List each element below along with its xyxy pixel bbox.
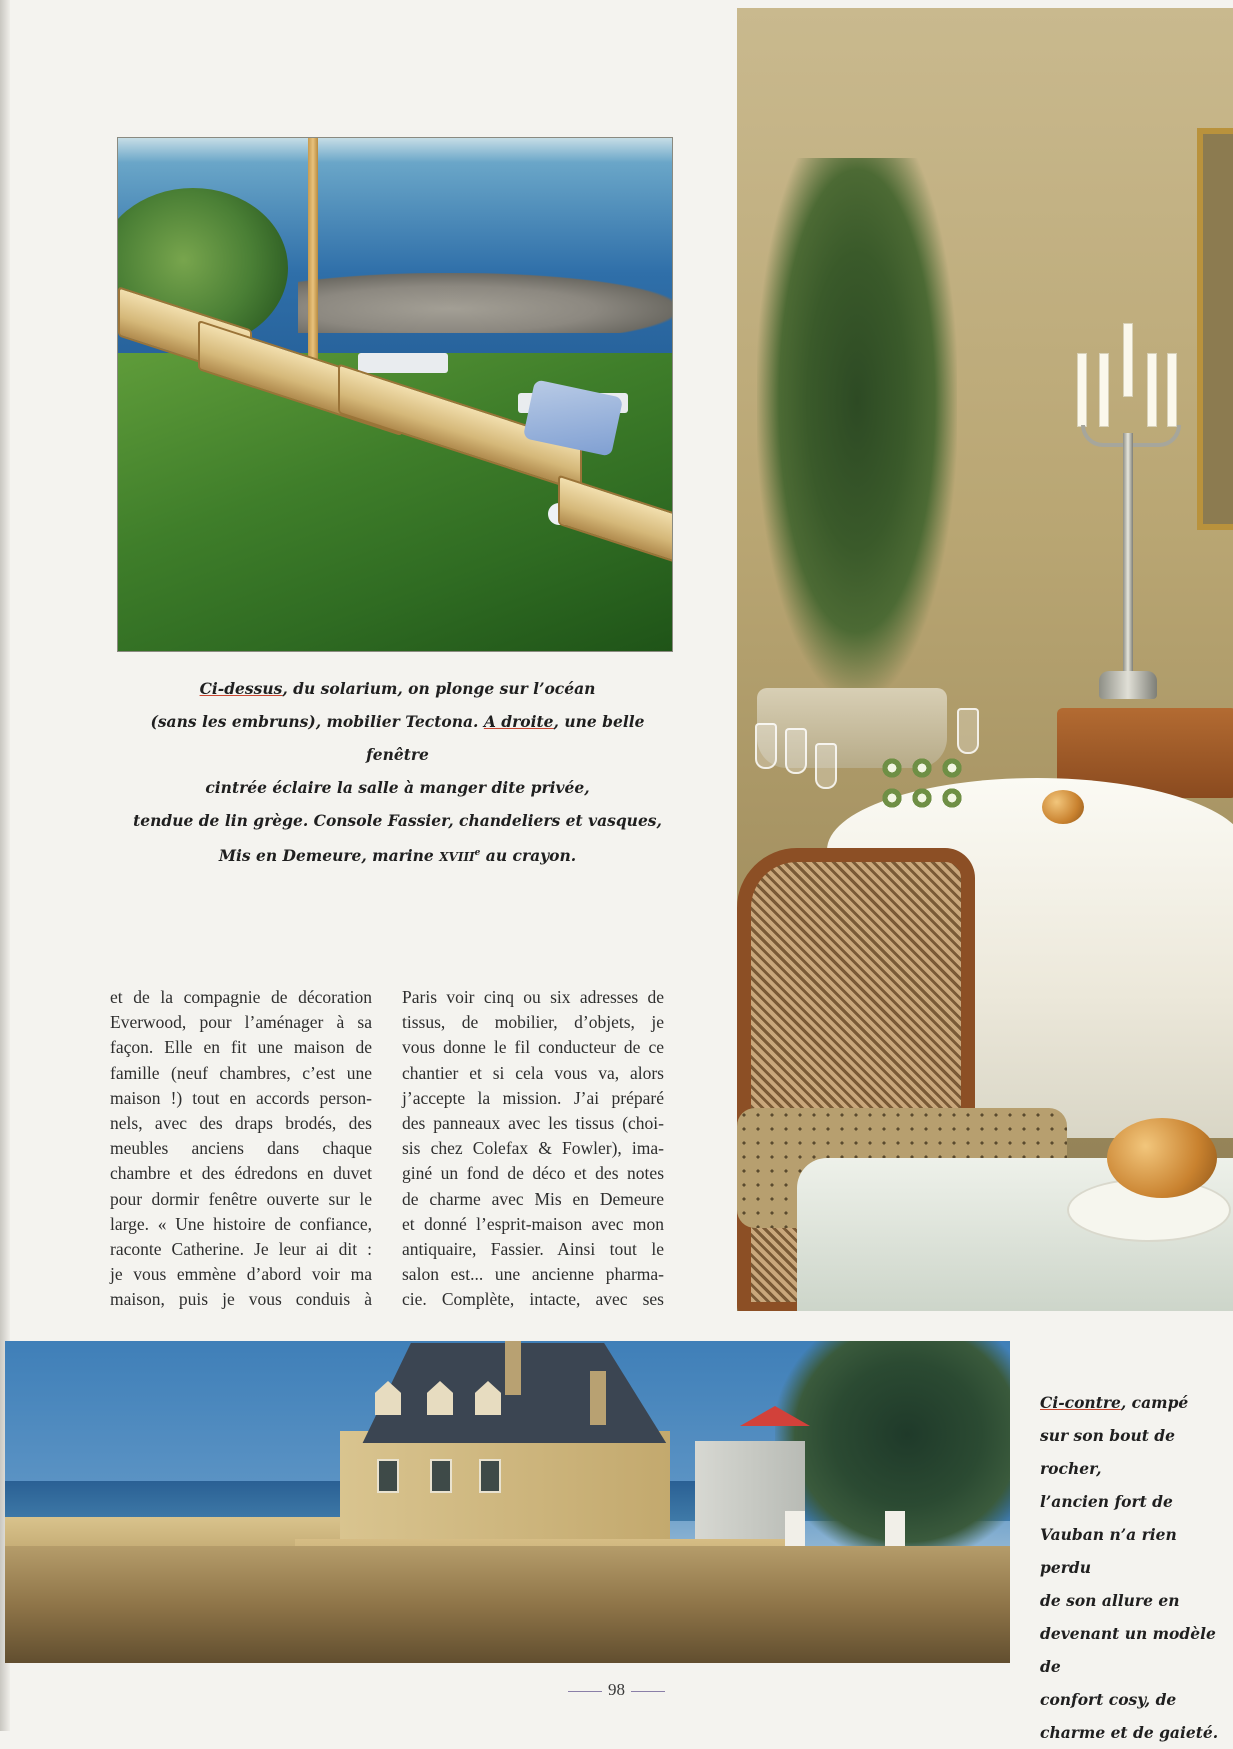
bread-roll [1042,790,1084,824]
fort-photo [5,1341,1010,1663]
rocky-ground [5,1546,1010,1663]
lounger-cushion [358,353,448,373]
text-line: vous donne le fil conducteur de ce [402,1037,664,1058]
text-line: giné un fond de déco et des notes [402,1163,664,1184]
text-line: pour dormir fenêtre ouverte sur le [110,1188,372,1209]
marine-drawing-frame [1197,128,1233,530]
text-line: façon. Elle en fit une maison de [110,1037,372,1058]
text-line: Everwood, pour l’aménager à sa [110,1012,372,1033]
text-line: j’accepte la mission. J’ai préparé [402,1087,664,1108]
wine-glass [815,743,837,789]
dining-room-photo [737,8,1233,1311]
text-line: Paris voir cinq ou six adresses de [402,987,664,1007]
text-line: tissus, de mobilier, d’objets, je [402,1012,664,1033]
folio-rule [568,1691,602,1692]
text-line: de charme avec Mis en Demeure [402,1188,664,1209]
body-text-column-2 [402,985,664,1313]
text-line: je vous emmène d’abord voir ma [110,1264,372,1285]
text-line: nels, avec des draps brodés, des [110,1113,372,1134]
page-number: 98 [0,1680,1233,1700]
caption-lead: Ci-dessus [199,679,283,698]
text-line: chantier et si cela vous va, alors [402,1062,664,1083]
text-line: et donné l’esprit-maison avec mon [402,1213,664,1234]
fort-caption: Ci-contre, campé sur son bout de rocher, l’ancien fort de Vauban n’a rien perdu de son allure en devenant un modèle de confort cosy, de charme et de gaieté. [1040,1393,1219,1742]
window [430,1459,452,1493]
rocks [298,273,673,333]
flower-arrangement [877,753,967,813]
text-line: antiquaire, Fassier. Ainsi tout le [402,1239,664,1260]
candelabra [1077,353,1177,713]
text-line: cie. Complète, intacte, avec ses [402,1289,664,1310]
photo-caption: Ci-dessus, du solarium, on plonge sur l’océan (sans les embruns), mobilier Tectona. A droite, une belle fenêtre cintrée éclaire la salle à manger dite privée, tendue de lin grège. Console Fassier, chandeliers et vasques, Mis en Demeure, marine XVIIIe au crayon. [133,679,662,866]
text-line: large. « Une histoire de confiance, [110,1213,372,1234]
parasol-pole [308,138,318,368]
chimney [590,1371,606,1425]
wine-glass [785,728,807,774]
topiary-plant [757,158,957,698]
text-line: raconte Catherine. Je leur ai dit : [110,1239,372,1260]
folio-rule [631,1691,665,1692]
solarium-photo [117,137,673,652]
text-line: famille (neuf chambres, c’est une [110,1062,372,1083]
text-line: meubles anciens dans chaque [110,1138,372,1159]
caption-lead: Ci-contre [1040,1393,1121,1412]
text-line: maison, puis je vous conduis à [110,1289,372,1310]
body-text-column-1 [110,985,372,1313]
text-line: salon est... une ancienne pharma- [402,1264,664,1285]
text-line: et de la compagnie de décoration [110,987,372,1007]
caption-lead: A droite [483,712,554,731]
window [377,1459,399,1493]
text-line: des panneaux avec les tissus (choi- [402,1113,664,1134]
text-line: maison !) tout en accords person- [110,1087,372,1108]
wine-glass [755,723,777,769]
bread-roll [1107,1118,1217,1198]
window [479,1459,501,1493]
wine-glass [957,708,979,754]
chimney [505,1341,521,1395]
text-line: sis chez Colefax & Fowler), ima- [402,1138,664,1159]
text-line: chambre et des édredons en duvet [110,1163,372,1184]
